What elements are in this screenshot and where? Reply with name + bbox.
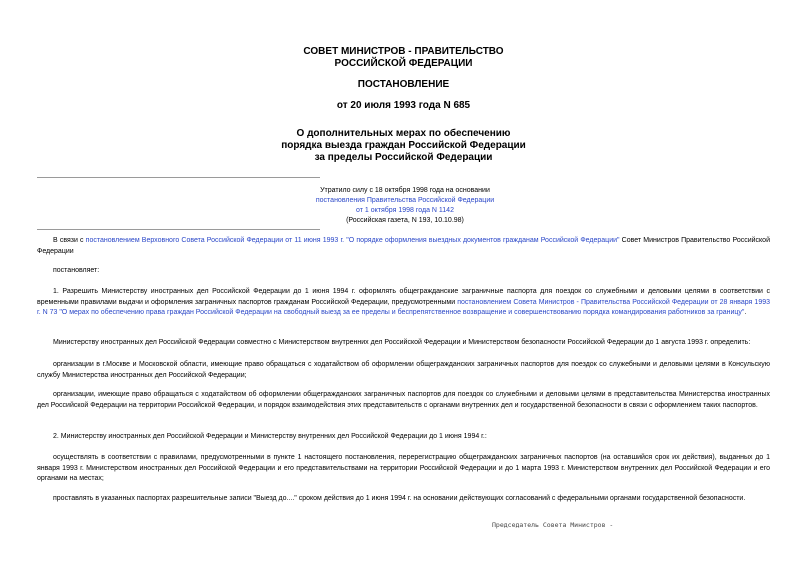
- issuer-line-1: СОВЕТ МИНИСТРОВ - ПРАВИТЕЛЬСТВО: [303, 46, 504, 57]
- paragraph-6-text: организации, имеющие право обращаться с ходатайством об оформлении общегражданских заграничных паспортов для поездок со служебными и деловыми целями в представительства Министерства иностранных дел Российской Федерации на территории Российской Федерации, и порядок взаимодействия этих представительств с органами внутренних дел и государственной безопасности в связи с оформлением таких паспортов.: [37, 391, 770, 409]
- paragraph-1: [37, 236, 770, 257]
- document-date: от 20 июля 1993 года N 685: [336, 100, 471, 111]
- paragraph-5-text: организации в г.Москве и Московской области, имеющие право обращаться с ходатайством об оформлении общегражданских заграничных паспортов для поездок со служебными и деловыми целями в Консульскую службу Министерства иностранных дел Российской Федерации;: [37, 361, 770, 379]
- paragraph-2: [37, 266, 770, 277]
- divider-bottom: [37, 229, 320, 230]
- divider-top: [37, 177, 320, 178]
- link-supreme-council-resolution[interactable]: постановлением Верховного Совета Российской Федерации от 11 июня 1993 г. "О порядке оформления выездных документов гражданам Российской Федерации": [85, 237, 620, 244]
- document-title-line-3: за пределы Российской Федерации: [314, 152, 493, 163]
- paragraph-7: [37, 432, 770, 443]
- status-note-text: Утратило силу с 18 октября 1998 года на основании: [320, 187, 490, 194]
- paragraph-3: [37, 287, 770, 319]
- paragraph-8: [37, 453, 770, 485]
- link-council-resolution-73[interactable]: постановлением Совета Министров - Правительства Российской Федерации от 28 января 1993 г. N 73 "О мерах по обеспечению права граждан Российской Федерации на свободный выезд за ее пределы и беспрепятственное возвращение и совершенствованию порядка командирования работников за границу": [37, 298, 770, 316]
- document-title-line-2: порядка выезда граждан Российской Федерации: [281, 140, 526, 151]
- document-title-line-1: О дополнительных мерах по обеспечению: [296, 128, 511, 139]
- paragraph-4-text: Министерству иностранных дел Российской Федерации совместно с Министерством внутренних дел Российской Федерации и Министерством безопасности Российской Федерации до 1 августа 1993 г. определить:: [53, 339, 751, 346]
- paragraph-2-text: постановляет:: [53, 267, 100, 274]
- paragraph-4: [37, 338, 770, 349]
- paragraph-3-text-end: .: [744, 309, 747, 316]
- signature-line: Председатель Совета Министров -: [492, 521, 614, 529]
- paragraph-3-text: 1. Разрешить Министерству иностранных дел Российской Федерации до 1 июня 1994 г. оформлять общегражданские заграничные паспорта для поездок со служебными и деловыми целями в соответствии с временными правилами выдачи и оформления заграничных паспортов гражданам Российской Федерации, предусмотренными: [37, 288, 770, 306]
- status-note: [240, 186, 570, 226]
- status-note-link-1[interactable]: постановления Правительства Российской Федерации: [315, 197, 495, 204]
- paragraph-5: [37, 360, 770, 381]
- paragraph-9: [37, 494, 770, 505]
- paragraph-7-text: 2. Министерству иностранных дел Российской Федерации и Министерству внутренних дел Российской Федерации до 1 июня 1994 г.:: [53, 433, 487, 440]
- paragraph-8-text: осуществлять в соответствии с правилами, предусмотренными в пункте 1 настоящего постановления, перерегистрацию общегражданских заграничных паспортов (на оставшийся срок их действия), выданных до 1 января 1993 г. Министерством иностранных дел Российской Федерации и его представительствами на территории Российской Федерации и до 1 марта 1993 г. Министерством внутренних дел Российской Федерации и его органами на местах;: [37, 454, 770, 482]
- paragraph-6: [37, 390, 770, 411]
- paragraph-9-text: проставлять в указанных паспортах разрешительные записи "Выезд до...." сроком действия до 1 июня 1994 г. на основании действующих согласований с федеральными органами государственной безопасности.: [53, 495, 746, 502]
- status-note-source: (Российская газета, N 193, 10.10.98): [346, 217, 464, 224]
- document-type: ПОСТАНОВЛЕНИЕ: [357, 79, 450, 90]
- paragraph-1-text: В связи с: [53, 237, 86, 244]
- status-note-link-2[interactable]: от 1 октября 1998 года N 1142: [356, 207, 454, 214]
- paragraph-1-text-end: Совет Министров Правительство Российской Федерации: [37, 237, 770, 255]
- issuer-line-2: РОССИЙСКОЙ ФЕДЕРАЦИИ: [334, 58, 473, 69]
